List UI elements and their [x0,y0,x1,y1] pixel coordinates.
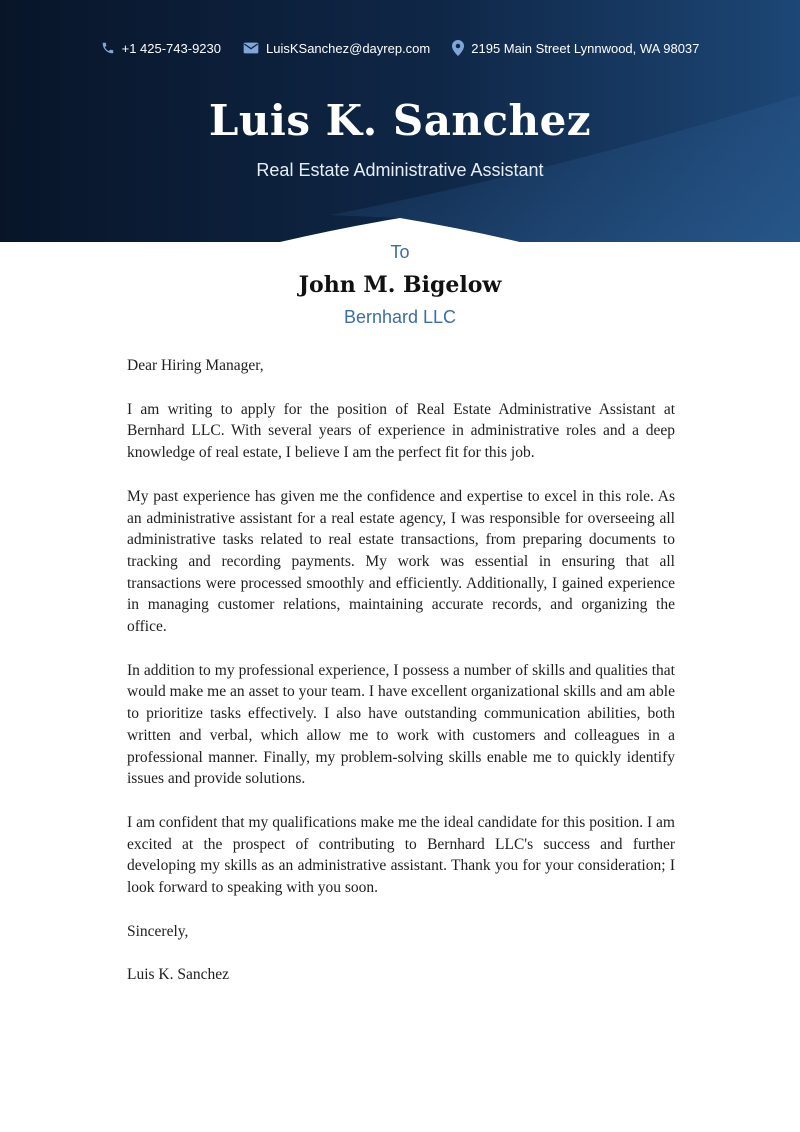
paragraph-2: My past experience has given me the confidence and expertise to excel in this role. As an administrative assistant for a real estate agency, I was responsible for overseeing all administrative tasks related to real estate transactions, from preparing documents to tracking and recording payments. My work was essential in ensuring that all transactions were processed smoothly and efficiently. Additionally, I gained experience in managing customer relations, maintaining accurate records, and organizing the office. [127,487,675,636]
letter-body [127,355,675,1008]
header-banner [0,0,800,245]
recipient-name: John M. Bigelow [298,272,502,298]
phone-icon [101,41,115,55]
applicant-job-title: Real Estate Administrative Assistant [256,160,544,180]
salutation: Dear Hiring Manager, [127,357,264,374]
contact-info [0,40,800,56]
paragraph-1: I am writing to apply for the position of Real Estate Administrative Assistant at Bernhard LLC. With several years of experience in administrative roles and a deep knowledge of real estate, I believe I am the perfect fit for this job. [127,400,675,462]
to-label: To [390,242,410,262]
applicant-name: Luis K. Sanchez [208,96,592,145]
email-icon [243,42,259,54]
closing: Sincerely, [127,922,189,940]
contact-email [243,41,430,56]
signature: Luis K. Sanchez [127,966,230,984]
phone-text: +1 425-743-9230 [121,40,222,56]
address-text: 2195 Main Street Lynnwood, WA 98037 [471,40,700,56]
recipient-company: Bernhard LLC [343,307,457,327]
email-text: LuisKSanchez@dayrep.com [266,40,431,56]
paragraph-3: In addition to my professional experience, I possess a number of skills and qualities that would make me an asset to your team. I have excellent organizational skills and am able to prioritize tasks effectively. I also have outstanding communication abilities, both written and verbal, which allow me to work with customers and colleagues in a professional manner. Finally, my problem-solving skills enable me to quickly identify issues and provide solutions. [127,661,675,788]
location-pin-icon [452,40,464,56]
recipient-block [0,240,800,330]
contact-address [452,40,699,56]
contact-phone [101,41,221,56]
paragraph-4: I am confident that my qualifications make me the ideal candidate for this position. I am excited at the prospect of contributing to Bernhard LLC's success and further developing my skills as an administrative assistant. Thank you for your consideration; I look forward to speaking with you soon. [127,813,675,897]
